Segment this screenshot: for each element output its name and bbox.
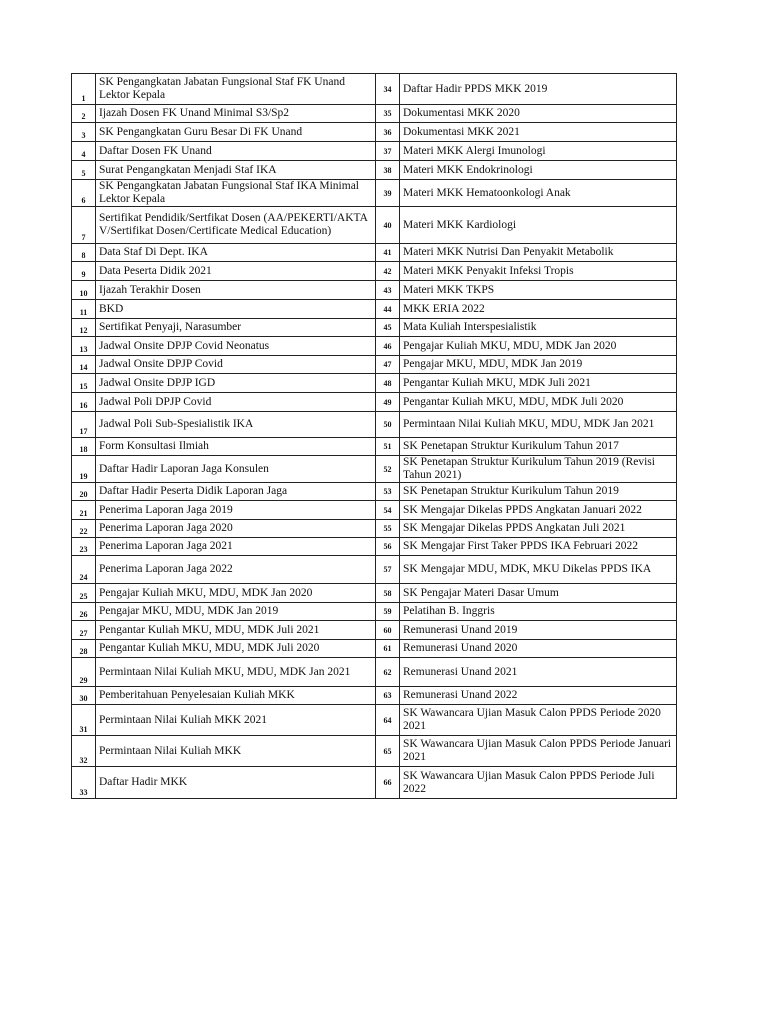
right-item-number: 55	[376, 520, 400, 538]
table-body	[72, 74, 677, 799]
left-item-title: SK Pengangkatan Guru Besar Di FK Unand	[96, 123, 376, 142]
left-item-number: 21	[72, 501, 96, 520]
table-row	[72, 767, 677, 799]
right-item-title: Materi MKK Nutrisi Dan Penyakit Metabolik	[400, 244, 677, 262]
right-item-title: SK Wawancara Ujian Masuk Calon PPDS Periode Januari 2021	[400, 736, 677, 767]
left-item-number: 8	[72, 244, 96, 262]
right-item-number: 39	[376, 180, 400, 207]
table-row	[72, 538, 677, 556]
right-item-number: 53	[376, 483, 400, 501]
left-item-number: 16	[72, 393, 96, 412]
table-row	[72, 161, 677, 180]
right-item-number: 65	[376, 736, 400, 767]
table-row	[72, 105, 677, 123]
left-item-title: BKD	[96, 300, 376, 319]
left-item-title: Daftar Hadir Peserta Didik Laporan Jaga	[96, 483, 376, 501]
right-item-title: Pengantar Kuliah MKU, MDU, MDK Juli 2020	[400, 393, 677, 412]
right-item-number: 35	[376, 105, 400, 123]
left-item-number: 11	[72, 300, 96, 319]
left-item-number: 29	[72, 658, 96, 687]
right-item-title: Remunerasi Unand 2020	[400, 640, 677, 658]
table-row	[72, 501, 677, 520]
right-item-title: Permintaan Nilai Kuliah MKU, MDU, MDK Jan 2021	[400, 412, 677, 438]
left-item-title: SK Pengangkatan Jabatan Fungsional Staf FK Unand Lektor Kepala	[96, 74, 376, 105]
left-item-number: 32	[72, 736, 96, 767]
right-item-number: 57	[376, 556, 400, 584]
table-row	[72, 621, 677, 640]
right-item-number: 66	[376, 767, 400, 799]
left-item-title: Daftar Dosen FK Unand	[96, 142, 376, 161]
left-item-number: 27	[72, 621, 96, 640]
left-item-number: 18	[72, 438, 96, 456]
left-item-number: 2	[72, 105, 96, 123]
right-item-title: SK Mengajar Dikelas PPDS Angkatan Juli 2021	[400, 520, 677, 538]
left-item-title: Penerima Laporan Jaga 2019	[96, 501, 376, 520]
left-item-number: 17	[72, 412, 96, 438]
left-item-number: 14	[72, 356, 96, 374]
right-item-number: 46	[376, 337, 400, 356]
left-item-title: Jadwal Poli DPJP Covid	[96, 393, 376, 412]
right-item-number: 37	[376, 142, 400, 161]
table-row	[72, 319, 677, 337]
right-item-number: 41	[376, 244, 400, 262]
left-item-title: Pengajar Kuliah MKU, MDU, MDK Jan 2020	[96, 584, 376, 603]
left-item-number: 5	[72, 161, 96, 180]
table-row	[72, 74, 677, 105]
left-item-title: Penerima Laporan Jaga 2022	[96, 556, 376, 584]
right-item-number: 52	[376, 456, 400, 483]
table-row	[72, 687, 677, 705]
left-item-title: Permintaan Nilai Kuliah MKU, MDU, MDK Jan 2021	[96, 658, 376, 687]
right-item-title: Pengajar Kuliah MKU, MDU, MDK Jan 2020	[400, 337, 677, 356]
table-row	[72, 705, 677, 736]
left-item-number: 33	[72, 767, 96, 799]
table-row	[72, 520, 677, 538]
right-item-title: Remunerasi Unand 2019	[400, 621, 677, 640]
table-row	[72, 483, 677, 501]
left-item-number: 3	[72, 123, 96, 142]
right-item-number: 51	[376, 438, 400, 456]
table-row	[72, 584, 677, 603]
left-item-title: Jadwal Onsite DPJP Covid	[96, 356, 376, 374]
left-item-title: Sertifikat Penyaji, Narasumber	[96, 319, 376, 337]
right-item-number: 64	[376, 705, 400, 736]
table-row	[72, 412, 677, 438]
left-item-number: 26	[72, 603, 96, 621]
document-list-table	[71, 73, 677, 799]
right-item-number: 40	[376, 207, 400, 244]
right-item-number: 50	[376, 412, 400, 438]
right-item-number: 48	[376, 374, 400, 393]
left-item-number: 10	[72, 281, 96, 300]
right-item-title: Mata Kuliah Interspesialistik	[400, 319, 677, 337]
right-item-title: SK Penetapan Struktur Kurikulum Tahun 2019 (Revisi Tahun 2021)	[400, 456, 677, 483]
right-item-number: 38	[376, 161, 400, 180]
left-item-title: Surat Pengangkatan Menjadi Staf IKA	[96, 161, 376, 180]
right-item-number: 47	[376, 356, 400, 374]
right-item-title: Materi MKK Penyakit Infeksi Tropis	[400, 262, 677, 281]
right-item-number: 60	[376, 621, 400, 640]
left-item-title: Ijazah Terakhir Dosen	[96, 281, 376, 300]
left-item-title: Permintaan Nilai Kuliah MKK 2021	[96, 705, 376, 736]
table-row	[72, 123, 677, 142]
table-row	[72, 300, 677, 319]
right-item-number: 36	[376, 123, 400, 142]
right-item-number: 49	[376, 393, 400, 412]
table-row	[72, 438, 677, 456]
right-item-title: Remunerasi Unand 2022	[400, 687, 677, 705]
right-item-number: 58	[376, 584, 400, 603]
right-item-number: 44	[376, 300, 400, 319]
right-item-title: Dokumentasi MKK 2020	[400, 105, 677, 123]
left-item-number: 19	[72, 456, 96, 483]
left-item-title: Daftar Hadir MKK	[96, 767, 376, 799]
left-item-number: 4	[72, 142, 96, 161]
table-row	[72, 337, 677, 356]
table-row	[72, 456, 677, 483]
right-item-number: 45	[376, 319, 400, 337]
table-row	[72, 180, 677, 207]
right-item-number: 63	[376, 687, 400, 705]
left-item-number: 25	[72, 584, 96, 603]
table-row	[72, 207, 677, 244]
left-item-title: Jadwal Poli Sub-Spesialistik IKA	[96, 412, 376, 438]
left-item-title: Sertifikat Pendidik/Sertfikat Dosen (AA/PEKERTI/AKTA V/Sertifikat Dosen/Certificate Medical Education)	[96, 207, 376, 244]
table-row	[72, 244, 677, 262]
left-item-number: 9	[72, 262, 96, 281]
left-item-number: 1	[72, 74, 96, 105]
right-item-title: Pengajar MKU, MDU, MDK Jan 2019	[400, 356, 677, 374]
left-item-number: 13	[72, 337, 96, 356]
left-item-number: 12	[72, 319, 96, 337]
table-row	[72, 658, 677, 687]
right-item-number: 34	[376, 74, 400, 105]
right-item-title: SK Pengajar Materi Dasar Umum	[400, 584, 677, 603]
right-item-title: Dokumentasi MKK 2021	[400, 123, 677, 142]
left-item-title: Pemberitahuan Penyelesaian Kuliah MKK	[96, 687, 376, 705]
table-row	[72, 603, 677, 621]
left-item-number: 15	[72, 374, 96, 393]
right-item-title: SK Mengajar First Taker PPDS IKA Februari 2022	[400, 538, 677, 556]
table-row	[72, 393, 677, 412]
left-item-title: SK Pengangkatan Jabatan Fungsional Staf IKA Minimal Lektor Kepala	[96, 180, 376, 207]
table-row	[72, 374, 677, 393]
left-item-title: Penerima Laporan Jaga 2021	[96, 538, 376, 556]
right-item-title: SK Mengajar Dikelas PPDS Angkatan Januari 2022	[400, 501, 677, 520]
left-item-number: 6	[72, 180, 96, 207]
left-item-title: Jadwal Onsite DPJP Covid Neonatus	[96, 337, 376, 356]
right-item-title: Daftar Hadir PPDS MKK 2019	[400, 74, 677, 105]
left-item-title: Ijazah Dosen FK Unand Minimal S3/Sp2	[96, 105, 376, 123]
left-item-number: 20	[72, 483, 96, 501]
right-item-title: Materi MKK Alergi Imunologi	[400, 142, 677, 161]
right-item-number: 56	[376, 538, 400, 556]
right-item-number: 59	[376, 603, 400, 621]
left-item-number: 28	[72, 640, 96, 658]
right-item-title: Remunerasi Unand 2021	[400, 658, 677, 687]
right-item-title: MKK ERIA 2022	[400, 300, 677, 319]
right-item-title: SK Penetapan Struktur Kurikulum Tahun 2019	[400, 483, 677, 501]
table-row	[72, 556, 677, 584]
table-row	[72, 142, 677, 161]
right-item-title: SK Wawancara Ujian Masuk Calon PPDS Periode 2020 2021	[400, 705, 677, 736]
left-item-title: Permintaan Nilai Kuliah MKK	[96, 736, 376, 767]
left-item-title: Form Konsultasi Ilmiah	[96, 438, 376, 456]
left-item-title: Jadwal Onsite DPJP IGD	[96, 374, 376, 393]
left-item-title: Data Peserta Didik 2021	[96, 262, 376, 281]
right-item-number: 62	[376, 658, 400, 687]
left-item-title: Penerima Laporan Jaga 2020	[96, 520, 376, 538]
right-item-title: SK Wawancara Ujian Masuk Calon PPDS Periode Juli 2022	[400, 767, 677, 799]
right-item-title: Pelatihan B. Inggris	[400, 603, 677, 621]
right-item-title: Materi MKK Kardiologi	[400, 207, 677, 244]
right-item-title: SK Penetapan Struktur Kurikulum Tahun 2017	[400, 438, 677, 456]
left-item-title: Pengantar Kuliah MKU, MDU, MDK Juli 2020	[96, 640, 376, 658]
right-item-number: 42	[376, 262, 400, 281]
left-item-number: 24	[72, 556, 96, 584]
right-item-title: Materi MKK Endokrinologi	[400, 161, 677, 180]
table-row	[72, 281, 677, 300]
table-row	[72, 640, 677, 658]
right-item-number: 54	[376, 501, 400, 520]
left-item-number: 22	[72, 520, 96, 538]
right-item-number: 61	[376, 640, 400, 658]
left-item-number: 31	[72, 705, 96, 736]
left-item-title: Daftar Hadir Laporan Jaga Konsulen	[96, 456, 376, 483]
left-item-number: 23	[72, 538, 96, 556]
left-item-number: 30	[72, 687, 96, 705]
right-item-title: Materi MKK TKPS	[400, 281, 677, 300]
table-row	[72, 736, 677, 767]
left-item-title: Pengajar MKU, MDU, MDK Jan 2019	[96, 603, 376, 621]
left-item-number: 7	[72, 207, 96, 244]
table-row	[72, 262, 677, 281]
left-item-title: Pengantar Kuliah MKU, MDU, MDK Juli 2021	[96, 621, 376, 640]
right-item-title: Pengantar Kuliah MKU, MDK Juli 2021	[400, 374, 677, 393]
table-row	[72, 356, 677, 374]
right-item-title: SK Mengajar MDU, MDK, MKU Dikelas PPDS IKA	[400, 556, 677, 584]
left-item-title: Data Staf Di Dept. IKA	[96, 244, 376, 262]
right-item-title: Materi MKK Hematoonkologi Anak	[400, 180, 677, 207]
right-item-number: 43	[376, 281, 400, 300]
